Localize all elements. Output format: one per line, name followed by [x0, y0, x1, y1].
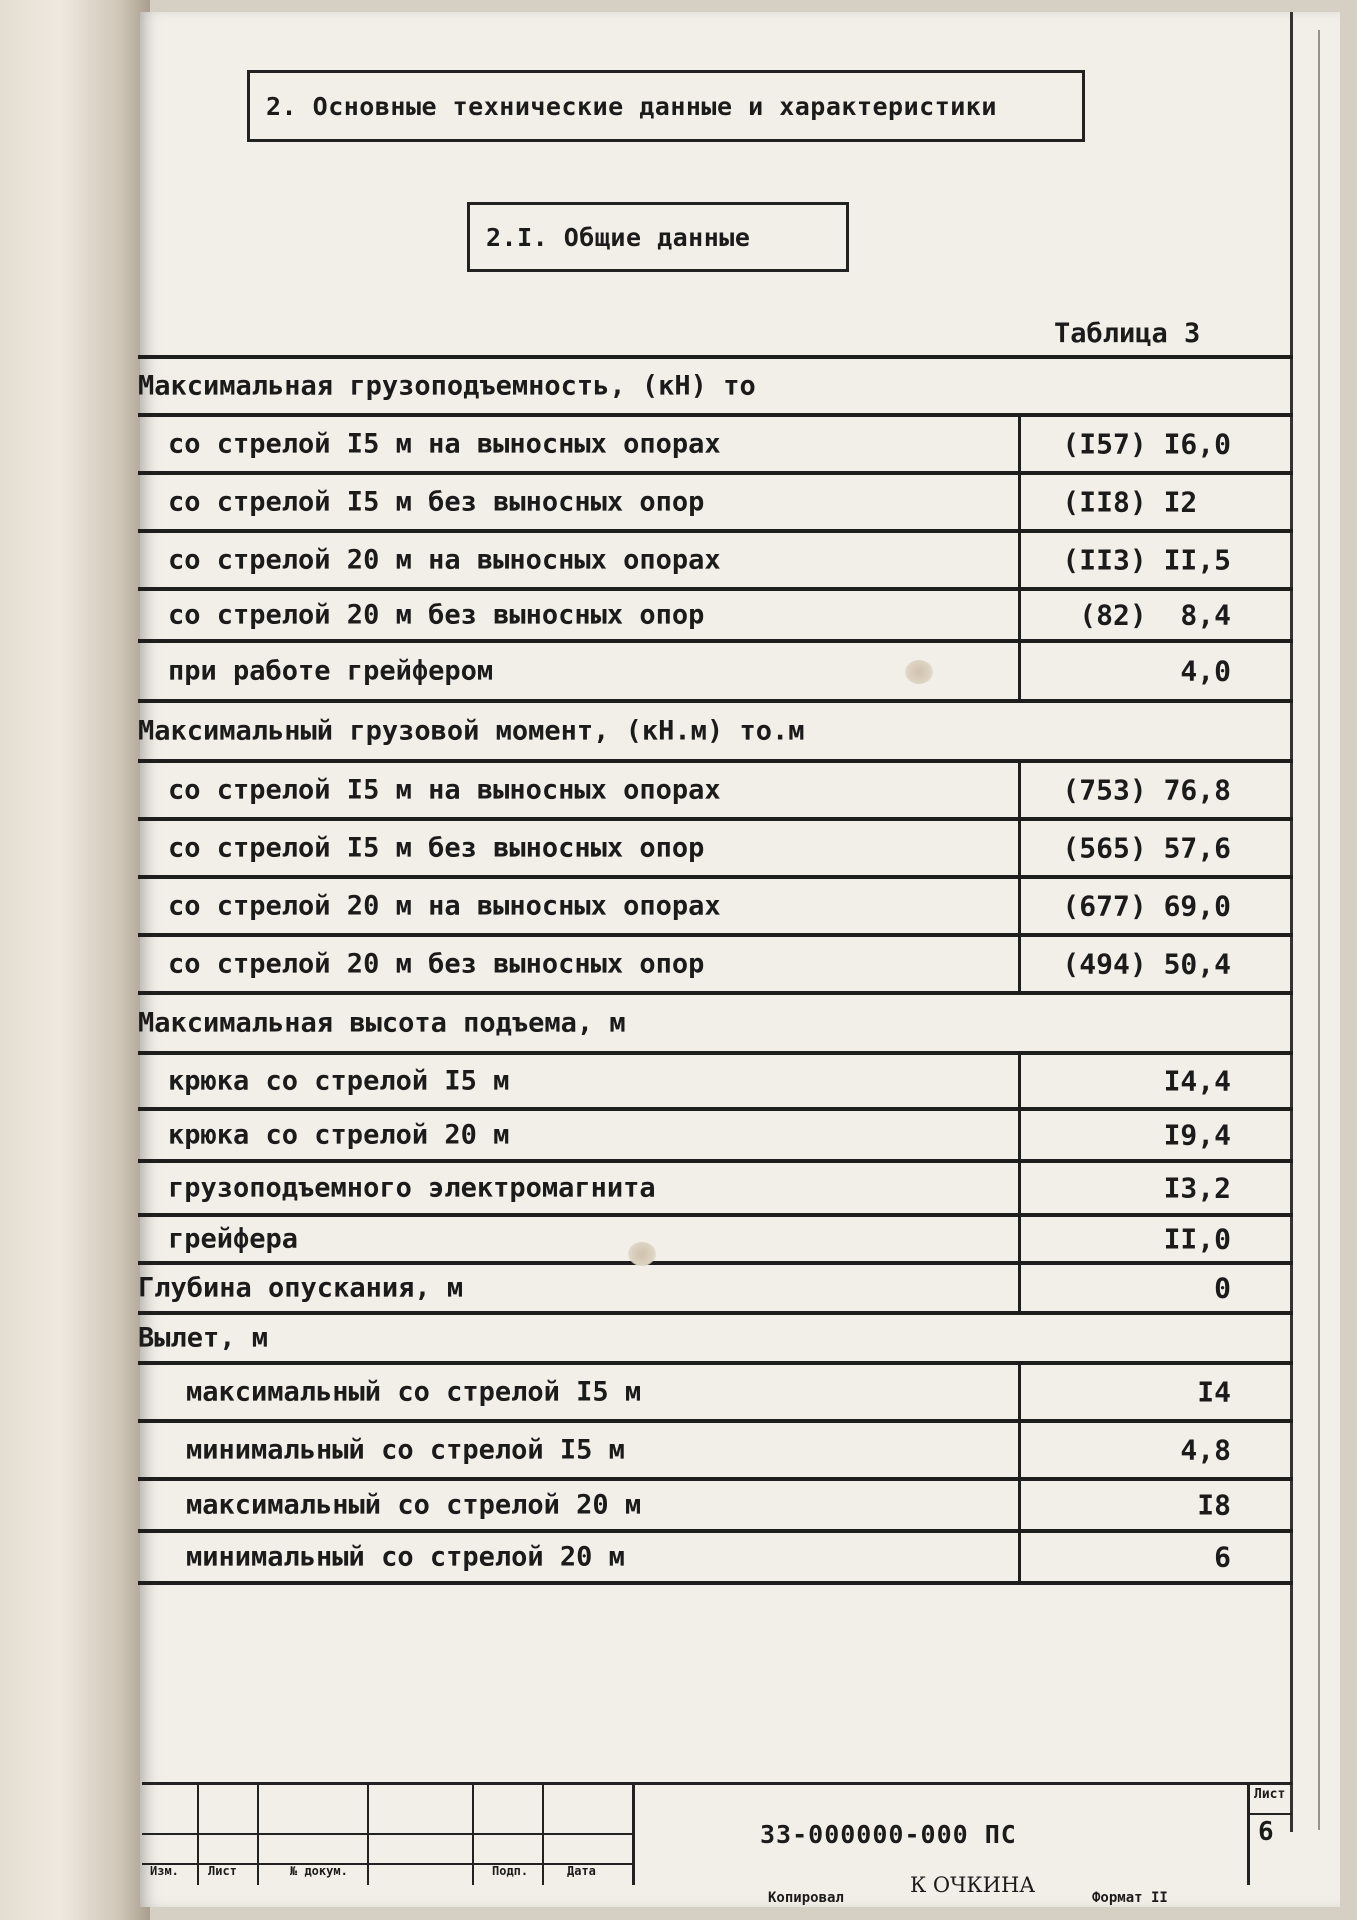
row-label: грузоподъемного электромагнита	[168, 1172, 656, 1204]
row-label: Максимальная грузоподъемность, (кН) то	[138, 370, 756, 402]
table-row	[138, 1159, 1293, 1213]
stamp-col-change: Изм.	[150, 1864, 179, 1878]
column-divider	[1018, 763, 1021, 817]
row-label: максимальный со стрелой I5 м	[186, 1376, 642, 1408]
row-value: (II3) II,5	[1062, 543, 1231, 577]
title-block	[142, 1782, 1292, 1882]
row-label: Максимальный грузовой момент, (кН.м) то.м	[138, 715, 805, 747]
column-divider	[1018, 1481, 1021, 1529]
row-value: (II8) I2	[1062, 485, 1231, 519]
row-label: крюка со стрелой 20 м	[168, 1119, 510, 1151]
column-divider	[1018, 1533, 1021, 1581]
row-label: со стрелой 20 м на выносных опорах	[168, 544, 721, 576]
table-row	[138, 1107, 1293, 1159]
table-row	[138, 933, 1293, 991]
column-divider	[1018, 1111, 1021, 1159]
column-divider	[1018, 1217, 1021, 1261]
row-value: I9,4	[1163, 1118, 1231, 1152]
column-divider	[1018, 417, 1021, 471]
row-value: (753) 76,8	[1062, 773, 1231, 807]
row-label: со стрелой 20 м без выносных опор	[168, 599, 705, 631]
row-value: I4	[1197, 1375, 1231, 1409]
column-divider	[1018, 879, 1021, 933]
sheet-number: 6	[1258, 1817, 1274, 1847]
table-row	[138, 639, 1293, 699]
column-divider	[1018, 937, 1021, 991]
column-divider	[1018, 1055, 1021, 1107]
table-row	[138, 1477, 1293, 1529]
table-row	[138, 1051, 1293, 1107]
stamp-col-date: Дата	[567, 1864, 596, 1878]
sheet-label: Лист	[1254, 1787, 1286, 1802]
row-label: минимальный со стрелой I5 м	[186, 1434, 625, 1466]
row-label: со стрелой I5 м без выносных опор	[168, 832, 705, 864]
row-value: 0	[1214, 1271, 1231, 1305]
table-row	[138, 529, 1293, 587]
table-bottom-border	[138, 1581, 1293, 1585]
row-value: (I57) I6,0	[1062, 427, 1231, 461]
row-value: 4,8	[1180, 1433, 1231, 1467]
footer-copied-by: Копировал	[768, 1890, 844, 1906]
stamp-col-signature: Подп.	[492, 1864, 529, 1878]
row-label: при работе грейфером	[168, 655, 494, 687]
row-value: (82) 8,4	[1079, 598, 1231, 632]
row-label: со стрелой 20 м без выносных опор	[168, 948, 705, 980]
table-row	[138, 875, 1293, 933]
row-label: максимальный со стрелой 20 м	[186, 1489, 642, 1521]
row-label: Максимальная высота подъема, м	[138, 1007, 626, 1039]
column-divider	[1018, 1163, 1021, 1213]
row-label: со стрелой I5 м на выносных опорах	[168, 774, 721, 806]
document-code: 33-000000-000 ПС	[760, 1820, 1017, 1849]
column-divider	[1018, 1265, 1021, 1311]
table-row	[138, 1361, 1293, 1419]
table-row	[138, 1529, 1293, 1581]
table-row	[138, 817, 1293, 875]
row-label: со стрелой I5 м на выносных опорах	[168, 428, 721, 460]
row-label: минимальный со стрелой 20 м	[186, 1541, 625, 1573]
column-divider	[1018, 533, 1021, 587]
table-row	[138, 471, 1293, 529]
footer-signature: К ОЧКИНА	[910, 1873, 1036, 1897]
table-group-row	[138, 699, 1293, 759]
column-divider	[1018, 643, 1021, 699]
row-value: I4,4	[1163, 1064, 1231, 1098]
table-group-row	[138, 1311, 1293, 1361]
column-divider	[1018, 1423, 1021, 1477]
stamp-col-sheet: Лист	[208, 1864, 237, 1878]
column-divider	[1018, 475, 1021, 529]
table-group-row	[138, 991, 1293, 1051]
row-label: грейфера	[168, 1223, 299, 1255]
column-divider	[1018, 821, 1021, 875]
row-label: со стрелой I5 м без выносных опор	[168, 486, 705, 518]
row-value: 4,0	[1180, 654, 1231, 688]
table-row	[138, 1419, 1293, 1477]
row-value: II,0	[1163, 1222, 1231, 1256]
paper-stain	[905, 660, 933, 684]
table-row	[138, 759, 1293, 817]
subsection-title: 2.I. Общие данные	[467, 202, 849, 272]
row-value: (494) 50,4	[1062, 947, 1231, 981]
table-row	[138, 1213, 1293, 1261]
page-edge-line	[1318, 30, 1320, 1830]
table-row	[138, 587, 1293, 639]
row-value: 6	[1214, 1540, 1231, 1574]
column-divider	[1018, 1365, 1021, 1419]
row-value: (565) 57,6	[1062, 831, 1231, 865]
table-row	[138, 413, 1293, 471]
row-label: Вылет, м	[138, 1322, 269, 1354]
row-label: Глубина опускания, м	[138, 1272, 464, 1304]
paper-stain	[628, 1242, 656, 1266]
row-value: I3,2	[1163, 1171, 1231, 1205]
column-divider	[1018, 591, 1021, 639]
stamp-col-doc-number: № докум.	[290, 1864, 348, 1878]
row-label: со стрелой 20 м на выносных опорах	[168, 890, 721, 922]
section-title: 2. Основные технические данные и характеристики	[247, 70, 1085, 142]
table-group-row	[138, 355, 1293, 413]
row-value: (677) 69,0	[1062, 889, 1231, 923]
row-label: крюка со стрелой I5 м	[168, 1065, 510, 1097]
table-label: Таблица 3	[1054, 318, 1201, 349]
book-spine	[0, 0, 150, 1920]
specifications-table	[138, 355, 1293, 1775]
row-value: I8	[1197, 1488, 1231, 1522]
footer-format: Формат II	[1092, 1890, 1168, 1906]
table-group-row	[138, 1261, 1293, 1311]
